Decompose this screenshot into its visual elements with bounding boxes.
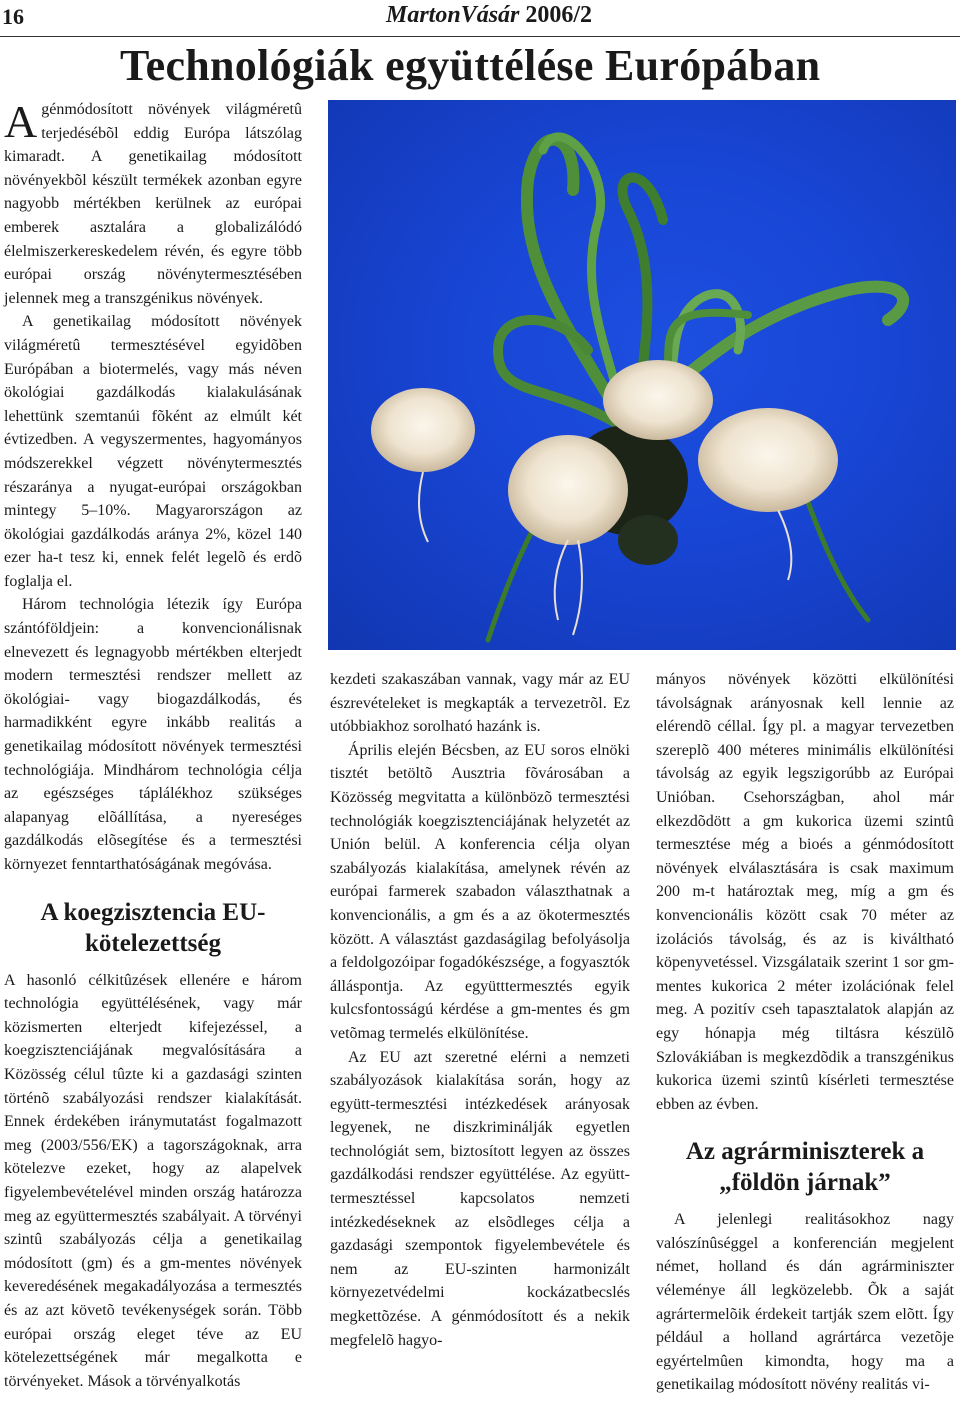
- paragraph: Április elején Bécsben, az EU soros elnöki tisztét betöltõ Ausztria fõvárosában a Közösség megvitatta a különbözõ termesztési technológiák koegzisztenciájának helyzetét az Unión belül. A konferencia célja olyan szabályozás kialakítása, amelynek révén az európai farmerek szabadon választhatnak a konvencionális, a gm és a az ökotermesztés között. A választást gazdaságilag befolyásolja a feldolgozóipar fogadókészsége, a fogyasztók álláspontja. Az együtttermesztés egyik kulcsfontosságú kérdése a gm-mentes és gm vetõmag termelés elkülönítése.: [330, 741, 630, 1042]
- issue-number: 2006/2: [525, 2, 593, 28]
- callus-tissue: [603, 360, 713, 440]
- paragraph: A hasonló célkitûzések ellenére e három technológia együttélésének, vagy már közismerten elterjedt kifejezéssel, a koegzisztenciájának megvalósítására a Közösség célul tûzte ki a gazdasági szinten történõ szabályozási rendszer kialakítását. Ennek érdekében iránymutatást fogalmazott meg (2003/556/EK) a tagországoknak, arra kötelezve ezeket, hogy az alapelvek figyelembevételével minden ország határozza meg az együttermesztés szabályait. A törvényi szintû szabályozás célja a genetikailag módosított (gm) és a gm-mentes növények keveredésének megakadályozása a termesztés és az azt követõ tevékenységek során. Több európai ország eleget téve az EU kötelezettségének már megalkotta e törvényeket. Mások a törvényalkotás: [4, 971, 302, 1390]
- page-number: 16: [2, 4, 24, 29]
- paragraph: A jelenlegi realitásokhoz nagy valószínûséggel a konferencián megjelent német, holland és dán agrárminiszter véleménye áll legközelebb. Õk a saját agrártermelõik érdekeit tartják szem elõtt. Így például a holland agrártárca vezetõje egyértelmûen kimondta, hogy ma a genetikailag módosított növény realitás vi-: [656, 1211, 954, 1394]
- paragraph-text: génmódosított növények világméretû terjedésébõl eddig Európa látszólag kimaradt. A genetikailag módosított növényekbõl készült termékek azonban egyre nagyobb mértékben kerülnek az európai emberek asztalára a globalizálódó élelmiszerkereskedelem révén, és egyre több európai ország növénytermesztésében jelennek meg a transzgénikus növények.: [4, 101, 302, 307]
- section-heading: Az agrárminiszterek a „földön járnak”: [685, 1138, 925, 1197]
- article-title: Technológiák együttélése Európában: [120, 41, 821, 90]
- paragraph: mányos növények közötti elkülönítési távolságnak arányosnak kell lennie az elérendõ céllal. Így pl. a magyar tervezetben szereplõ 400 méteres minimális elkülönítési távolság az egyik legszigorúbb az Európai Unióban. Csehországban, ahol már elkezdõdött a gm kukorica üzemi szintû termesztése még a bioés a génmódosított növények elválasztására is csak maximum 200 m-t határoztak meg, míg a gm és konvencionális között csak 70 méter az izolációs távolság, és az is kiváltható köpenyvetéssel. Vizsgálataik szerint 1 sor gm-mentes kukorica 2 méter izolációnak felel meg. A pozitív cseh tapasztalatok alapján az egy hónapja még tiltásra készülõ Szlovákiában is megkezdõdik a transzgénikus kukorica üzemi szintû kísérleti termesztése ebben az évben.: [656, 671, 954, 1113]
- plant-seedling-photo: [328, 100, 956, 650]
- running-header: [386, 2, 592, 29]
- section-heading: A koegzisztencia EU-kötelezettség: [40, 898, 266, 957]
- magazine-name: MartonVásár: [386, 2, 520, 28]
- column-1: [4, 98, 302, 1393]
- column-2: [330, 668, 630, 1352]
- paragraph: Három technológia létezik így Európa szántóföldjein: a konvencionálisnak elnevezett és legnagyobb mértékben elterjedt modern termesztési rendszer mellett az ökológiai- vagy biogazdálkodás, és harmadikként egyre inkább realitás a genetikailag módosított növények termesztési technológiája. Mindhárom technológia célja az egészséges táplálékhoz szükséges alapanyag elõállítása, a nyereséges gazdálkodás elõsegítése és a termesztési környezet fenntarthatóságának megóvása.: [4, 596, 302, 873]
- callus-tissue: [698, 408, 838, 512]
- callus-tissue: [371, 388, 475, 472]
- column-3: [656, 668, 954, 1397]
- paragraph: kezdeti szakaszában vannak, vagy már az EU észrevételeket is megkapták a tervezetrõl. Ez utóbbiakhoz sorolható hazánk is.: [330, 671, 630, 736]
- paragraph: Az EU azt szeretné elérni a nemzeti szabályozások kialakítása során, hogy az együtt-termesztési intézkedések arányosak legyenek, ne diszkriminálják egyetlen technológiát sem, biztosított legyen az összes gazdálkodási rendszer együttélése. Az együtt-termesztéssel kapcsolatos nemzeti intézkedéseknek az elsõdleges célja a gazdasági szempontok figyelembevétele és nem az EU-szinten harmonizált környezetvédelmi kockázatbecslés megkettõzése. A génmódosított és a nekik megfelelõ hagyo-: [330, 1048, 630, 1349]
- photo-illustration: [328, 100, 956, 650]
- header-rule: [0, 36, 960, 37]
- paragraph: A genetikailag módosított növények világméretû termesztésével egyidõben Európában a biotermelés, vagy más néven ökológiai gazdálkodás kialakulásának lehettünk szemtanúi fõként az elmúlt két évtizedben. A vegyszermentes, hagyományos módszerekkel végzett növénytermesztés részaránya a nyugat-európai országokban mintegy 5–10%. Magyarországon az ökológiai gazdálkodás aránya 2%, közel 140 ezer ha-t tesz ki, ennek felét legelõ és erdõ foglalja el.: [4, 313, 302, 590]
- seed-base: [618, 515, 678, 565]
- callus-tissue: [508, 435, 628, 545]
- drop-cap: A: [4, 96, 38, 147]
- paragraph: [4, 98, 302, 310]
